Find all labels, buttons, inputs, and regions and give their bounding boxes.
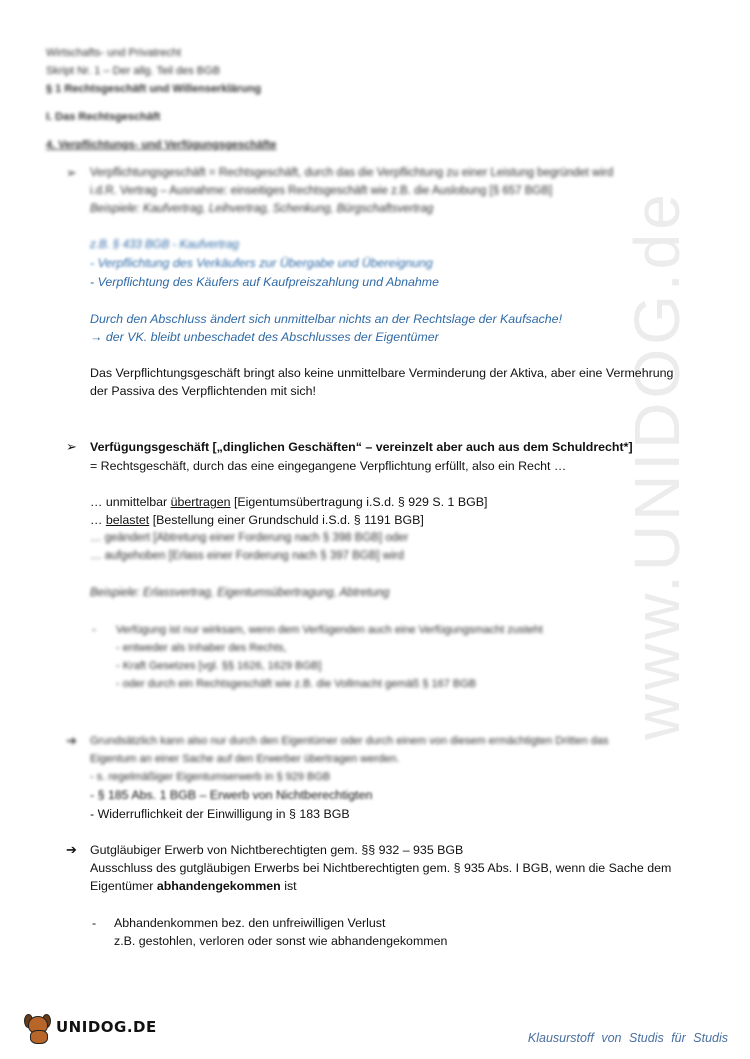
right-arrow-icon: ➔: [66, 733, 77, 748]
verpflichtung-line-2: i.d.R. Vertrag – Ausnahme: einseitiges Rechtsgeschäft wie z.B. die Auslobung [§ 657 BGB]: [90, 185, 553, 197]
bullet-arrow-icon: ➢: [66, 439, 77, 454]
verfuegung-examples: Beispiele: Erlassvertrag, Eigentumsübertragung, Abtretung: [90, 587, 390, 599]
watermark: www.UNIDOG.de: [621, 190, 693, 740]
logo-text: UNIDOG.DE: [56, 1018, 157, 1036]
line-3-bold: abhandengekommen: [156, 879, 281, 893]
item-1-pre: … unmittelbar: [90, 495, 171, 509]
gutglaeubig-line-2: Ausschluss des gutgläubigen Erwerbs bei Nichtberechtigten gem. § 935 Abs. I BGB, wenn die Sache dem: [90, 861, 672, 875]
bullet-arrow-icon: ➢: [66, 165, 77, 180]
item-2-underlined: belastet: [105, 513, 150, 527]
item-1-post: [Eigentumsübertragung i.S.d. § 929 S. 1 BGB]: [230, 495, 488, 509]
example-line-2: - Verpflichtung des Verkäufers zur Übergabe und Übereignung: [90, 256, 433, 270]
footer-tagline: Klausurstoff von Studis für Studis: [527, 1031, 728, 1045]
dash-marker: -: [92, 916, 97, 930]
abhanden-line-1: Abhandenkommen bez. den unfreiwilligen Verlust: [114, 916, 386, 930]
verfuegungsmacht-line-3: - Kraft Gesetzes [vgl. §§ 1626, 1629 BGB]: [116, 660, 322, 672]
subsection-title: 4. Verpflichtungs- und Verfügungsgeschäfte: [46, 139, 277, 151]
summary-line-2: der Passiva des Verpflichtenden mit sich!: [90, 384, 316, 398]
dog-icon: [22, 1010, 52, 1044]
verfuegung-item-2: [90, 511, 424, 529]
line-3-pre: Eigentümer: [90, 879, 157, 893]
item-2-post: [Bestellung einer Grundschuld i.S.d. § 1191 BGB]: [149, 513, 424, 527]
verfuegung-item-3: … geändert [Abtretung einer Forderung nach § 398 BGB] oder: [90, 532, 409, 544]
verfuegung-item-1: [90, 493, 487, 511]
grundsaetzlich-line-3: - s. regelmäßiger Eigentumserwerb in § 929 BGB: [90, 771, 331, 783]
grundsaetzlich-line-2: Eigentum an einer Sache auf den Erwerber übertragen werden.: [90, 753, 400, 765]
section-title: I. Das Rechtsgeschäft: [46, 111, 161, 123]
header-line-3: § 1 Rechtsgeschäft und Willenserklärung: [46, 83, 262, 95]
dash-marker: -: [92, 624, 96, 636]
item-2-pre: …: [90, 513, 106, 527]
summary-line-1: Das Verpflichtungsgeschäft bringt also keine unmittelbare Verminderung der Aktiva, aber eine Vermehrung: [90, 366, 674, 380]
verfuegung-item-4: … aufgehoben [Erlass einer Forderung nach § 397 BGB] wird: [90, 550, 404, 562]
grundsaetzlich-line-5: - Widerruflichkeit der Einwilligung in § 183 BGB: [90, 807, 350, 821]
header-line-1: Wirtschafts- und Privatrecht: [46, 47, 182, 59]
line-3-post: ist: [280, 879, 297, 893]
gutglaeubig-line-1: Gutgläubiger Erwerb von Nichtberechtigten gem. §§ 932 – 935 BGB: [90, 843, 464, 857]
example-line-3: - Verpflichtung des Käufers auf Kaufpreiszahlung und Abnahme: [90, 275, 439, 289]
verpflichtung-examples: Beispiele: Kaufvertrag, Leihvertrag, Schenkung, Bürgschaftsvertrag: [90, 203, 434, 215]
right-arrow-icon: ➔: [66, 842, 77, 857]
verfuegung-definition: = Rechtsgeschäft, durch das eine eingegangene Verpflichtung erfüllt, also ein Recht …: [90, 459, 567, 473]
item-1-underlined: übertragen: [170, 495, 231, 509]
note-line-2-text: der VK. bleibt unbeschadet des Abschlusses der Eigentümer: [105, 330, 439, 344]
gutglaeubig-line-3: [90, 877, 297, 895]
example-line-1: z.B. § 433 BGB - Kaufvertrag: [90, 239, 239, 251]
verfuegungsmacht-line-1: Verfügung ist nur wirksam, wenn dem Verfügenden auch eine Verfügungsmacht zusteht: [116, 624, 543, 636]
note-line-1: Durch den Abschluss ändert sich unmittelbar nichts an der Rechtslage der Kaufsache!: [90, 312, 563, 326]
verpflichtung-line-1: Verpflichtungsgeschäft = Rechtsgeschäft, durch das die Verpflichtung zu einer Leistung begründet wird: [90, 167, 614, 179]
verfuegungsmacht-line-4: - oder durch ein Rechtsgeschäft wie z.B. die Vollmacht gemäß § 167 BGB: [116, 678, 477, 690]
unidog-logo: [22, 1010, 157, 1044]
verfuegungsmacht-line-2: - entweder als Inhaber des Rechts,: [116, 642, 287, 654]
header-line-2: Skript Nr. 1 – Der allg. Teil des BGB: [46, 65, 221, 77]
right-arrow-icon: →: [90, 330, 106, 344]
abhanden-line-2: z.B. gestohlen, verloren oder sonst wie abhandengekommen: [114, 934, 448, 948]
verfuegung-title: Verfügungsgeschäft [„dinglichen Geschäften“ – vereinzelt aber auch aus dem Schuldrecht*]: [90, 440, 633, 454]
grundsaetzlich-line-1: Grundsätzlich kann also nur durch den Eigentümer oder durch einem von diesem ermächtigten Dritten das: [90, 735, 609, 747]
note-line-2: [90, 328, 439, 346]
grundsaetzlich-line-4: - § 185 Abs. 1 BGB – Erwerb von Nichtberechtigten: [90, 788, 373, 802]
